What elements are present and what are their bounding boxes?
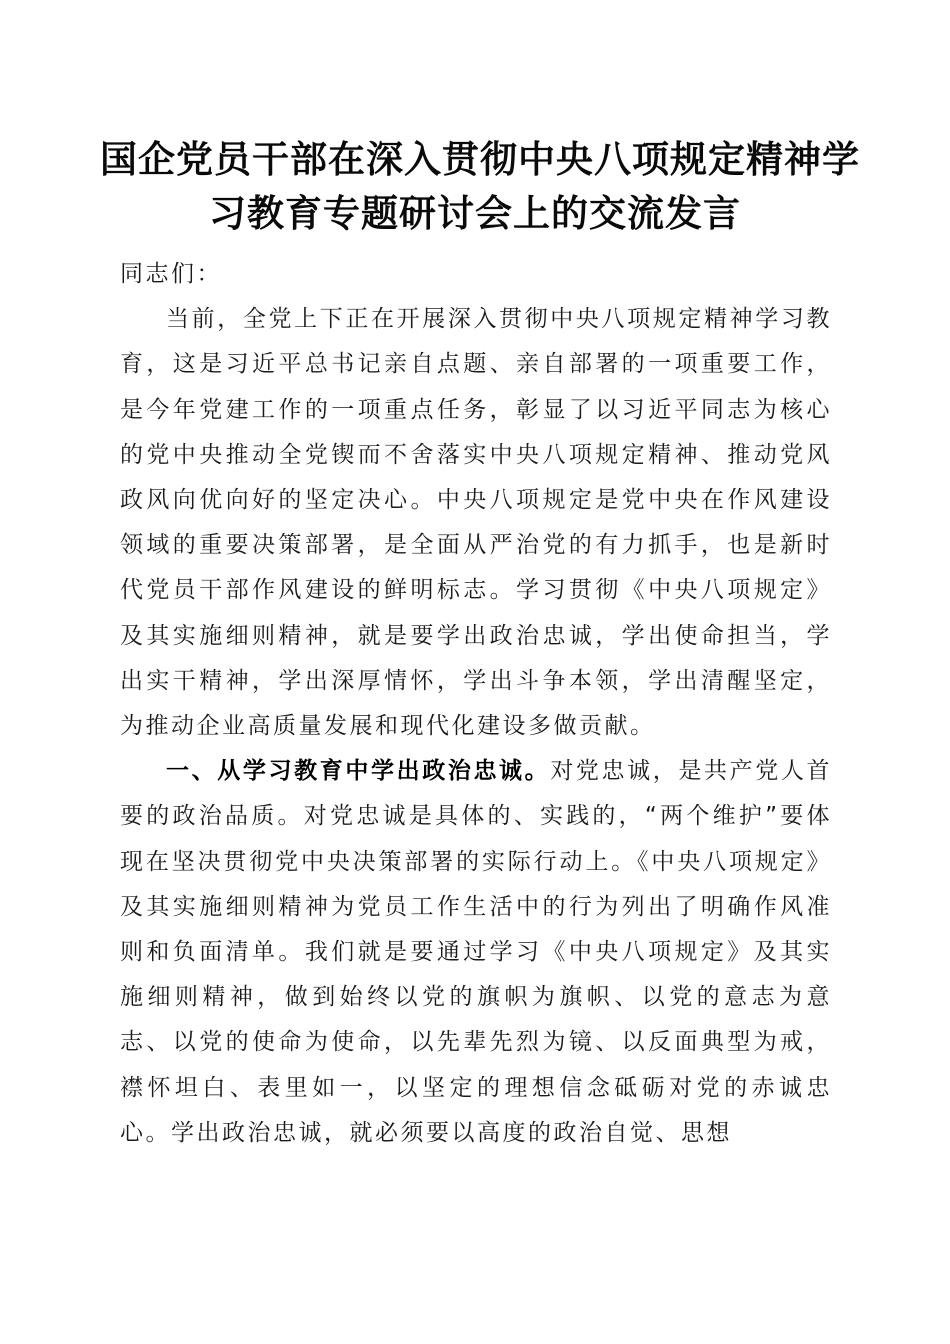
title-line-1: 国企党员干部在深入贯彻中央八项规定精神学 [100, 137, 860, 181]
section-1-heading: 一、从学习教育中学出政治忠诚。 [166, 758, 551, 785]
section-1-body: 对党忠诚，是共产党人首要的政治品质。对党忠诚是具体的、实践的，“两个维护”要体现在坚决贯彻党中央决策部署的实际行动上。《中央八项规定》及其实施细则精神为党员工作生活中的行为列出了明确作风准则和负面清单。我们就是要通过学习《中央八项规定》及其实施细则精神，做到始终以党的旗帜为旗帜、以党的意志为意志、以党的使命为使命，以先辈先烈为镜、以反面典型为戒，襟怀坦白、表里如一，以坚定的理想信念砥砺对党的赤诚忠心。学出政治忠诚，就必须要以高度的政治自觉、思想 [120, 758, 833, 1146]
title-line-2: 习教育专题研讨会上的交流发言 [209, 191, 741, 235]
paragraph-intro: 当前，全党上下正在开展深入贯彻中央八项规定精神学习教育，这是习近平总书记亲自点题、亲自部署的一项重要工作，是今年党建工作的一项重点任务，彰显了以习近平同志为核心的党中央推动全党锲而不舍落实中央八项规定精神、推动党风政风向优向好的坚定决心。中央八项规定是党中央在作风建设领域的重要决策部署，是全面从严治党的有力抓手，也是新时代党员干部作风建设的鲜明标志。学习贯彻《中央八项规定》及其实施细则精神，就是要学出政治忠诚，学出使命担当，学出实干精神，学出深厚情怀，学出斗争本领，学出清醒坚定，为推动企业高质量发展和现代化建设多做贡献。 [120, 306, 832, 740]
document-title [100, 132, 860, 240]
document-body [120, 252, 832, 1156]
paragraph-section-1 [120, 749, 832, 1156]
salutation: 同志们： [120, 261, 222, 287]
